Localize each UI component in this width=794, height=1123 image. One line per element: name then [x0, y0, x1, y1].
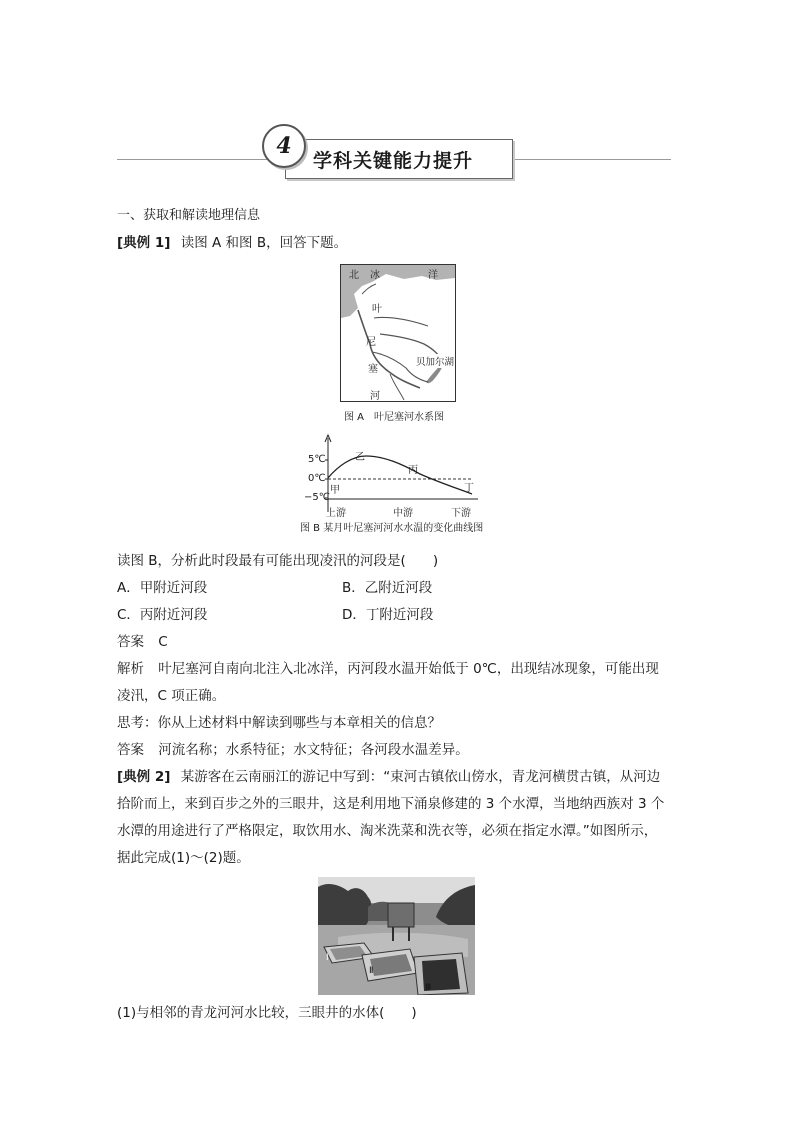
analysis-label: 解析 [117, 661, 144, 677]
point-yi: 乙 [355, 452, 365, 463]
photo-label-1: Ⅰ [326, 953, 329, 963]
example2-question-1: (1)与相邻的青龙河河水比较，三眼井的水体( ) [117, 1005, 417, 1021]
photo-signboard [388, 903, 414, 927]
x-tick-midstream: 中游 [393, 508, 413, 519]
header-rule-left [117, 159, 267, 160]
analysis-text-1: 叶尼塞河自南向北注入北冰洋，丙河段水温开始低于 0℃，出现结冰现象，可能出现 [158, 661, 659, 677]
answer-value: C [158, 634, 168, 650]
think-question: 你从上述材料中解读到哪些与本章相关的信息？ [157, 715, 441, 731]
think-line [117, 714, 441, 732]
three-eye-well-photo [318, 877, 475, 995]
y-tick-neg5: −5℃ [304, 492, 330, 503]
example2-line-3: 水潭的用途进行了严格限定，取饮用水、淘米洗菜和洗衣等，必须在指定水潭。”如图所示， [117, 823, 658, 839]
map-label-ocean: 洋 [428, 270, 438, 281]
example1-prompt-line [117, 234, 347, 252]
temperature-curve [328, 456, 472, 494]
analysis-line-2: 凌汛，C 项正确。 [117, 688, 226, 704]
y-tick-5: 5℃ [308, 454, 326, 465]
think-answer-label: 答案 [117, 742, 144, 758]
chapter-number: 4 [262, 124, 306, 168]
example2-line-2: 拾阶而上，来到百步之外的三眼井，这是利用地下涌泉修建的 3 个水潭，当地纳西族对 3 个 [117, 796, 665, 812]
example1-question: 读图 B，分析此时段最有可能出现凌汛的河段是( ) [117, 553, 439, 569]
figure-b-caption: 图 B 某月叶尼塞河河水水温的变化曲线图 [300, 523, 484, 534]
x-tick-upstream: 上游 [326, 508, 346, 519]
answer-line [117, 633, 168, 651]
option-a: A．甲附近河段 [117, 580, 208, 596]
option-d: D．丁附近河段 [342, 607, 434, 623]
example2-line-1 [117, 768, 660, 786]
point-jia: 甲 [330, 485, 340, 496]
map-label-north: 北 [349, 270, 359, 281]
think-answer-line [117, 741, 469, 759]
map-label-sai: 塞 [368, 364, 378, 375]
example1-prompt: 读图 A 和图 B，回答下题。 [180, 235, 348, 251]
photo-label-2: Ⅱ [369, 966, 374, 976]
section-heading: 一、获取和解读地理信息 [117, 208, 261, 223]
point-ding: 丁 [464, 483, 474, 494]
chapter-title: 学科关键能力提升 [313, 150, 474, 172]
example2-text-1: 某游客在云南丽江的游记中写到：“束河古镇依山傍水，青龙河横贯古镇，从河边 [180, 769, 661, 785]
example1-tag: [典例 1] [117, 235, 171, 251]
think-label: 思考： [117, 715, 158, 731]
map-label-he: 河 [370, 391, 380, 402]
example2-tag: [典例 2] [117, 769, 171, 785]
figure-a-map [340, 264, 456, 402]
map-label-ye: 叶 [372, 304, 382, 315]
map-label-ni: 尼 [366, 337, 376, 348]
figure-a-caption: 图 A 叶尼塞河水系图 [344, 412, 445, 423]
map-label-lake-baikal: 贝加尔湖 [416, 354, 454, 368]
map-label-ice: 冰 [370, 270, 380, 281]
answer-label: 答案 [117, 634, 144, 650]
example2-line-4: 据此完成(1)～(2)题。 [117, 850, 250, 866]
analysis-line-1 [117, 660, 659, 678]
y-tick-0: 0℃ [308, 473, 326, 484]
x-tick-downstream: 下游 [451, 508, 471, 519]
photo-signpost-r [408, 927, 410, 941]
option-b: B．乙附近河段 [342, 580, 433, 596]
photo-label-3: Ⅲ [425, 983, 432, 993]
option-c: C．丙附近河段 [117, 607, 208, 623]
photo-signpost-l [392, 927, 394, 941]
think-answer: 河流名称；水系特征；水文特征；各河段水温差异。 [158, 742, 469, 758]
header-rule-right [511, 159, 671, 160]
point-bing: 丙 [408, 465, 418, 476]
